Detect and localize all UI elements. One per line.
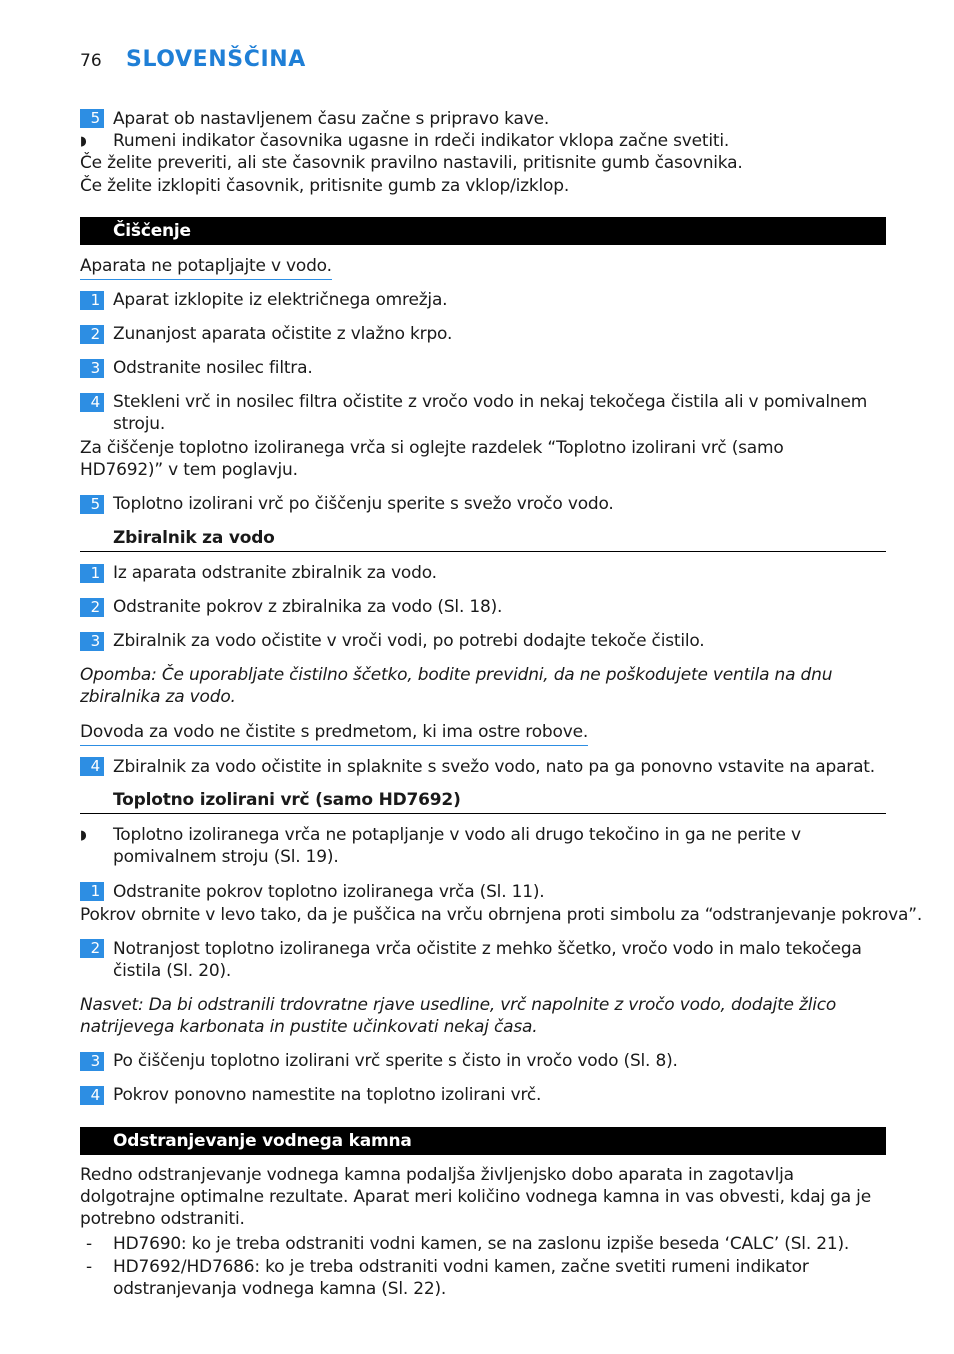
section-heading-descaling: Odstranjevanje vodnega kamna xyxy=(80,1127,886,1155)
step-number: 3 xyxy=(80,632,104,651)
paragraph: Za čiščenje toplotno izoliranega vrča si oglejte razdelek “Toplotno izolirani vrč (samo HD7692)” v tem poglavju. xyxy=(80,438,784,480)
step-number: 1 xyxy=(80,882,104,901)
step-number: 1 xyxy=(80,564,104,583)
paragraph: Pokrov obrnite v levo tako, da je puščica na vrču obrnjena proti simbolu za “odstranjevanje pokrova”. xyxy=(80,905,923,925)
step-number: 2 xyxy=(80,325,104,344)
dash-marker: - xyxy=(86,1234,92,1254)
bullet-text: Rumeni indikator časovnika ugasne in rdeči indikator vklopa začne svetiti. xyxy=(113,131,730,151)
bullet-icon: ◗ xyxy=(80,134,87,149)
step-number: 4 xyxy=(80,393,104,412)
step-number: 1 xyxy=(80,291,104,310)
step-number: 3 xyxy=(80,359,104,378)
tip-text: Nasvet: Da bi odstranili trdovratne rjave usedline, vrč napolnite z vročo vodo, dodajte žlico natrijevega karbonata in pustite učinkovati nekaj časa. xyxy=(80,995,837,1037)
step-text: Aparat ob nastavljenem času začne s pripravo kave. xyxy=(113,109,550,129)
step-number: 5 xyxy=(80,109,104,128)
step-number: 3 xyxy=(80,1052,104,1071)
step-text: Stekleni vrč in nosilec filtra očistite z vročo vodo in nekaj tekočega čistila ali v pomivalnem stroju. xyxy=(113,392,868,434)
step-text: Odstranite pokrov z zbiralnika za vodo (Sl. 18). xyxy=(113,597,503,617)
step-number: 2 xyxy=(80,598,104,617)
step-text: Zbiralnik za vodo očistite v vroči vodi, po potrebi dodajte tekoče čistilo. xyxy=(113,631,705,651)
step-text: Pokrov ponovno namestite na toplotno izolirani vrč. xyxy=(113,1085,542,1105)
subsection-heading-thermo-jug: Toplotno izolirani vrč (samo HD7692) xyxy=(80,789,886,814)
step-text: Toplotno izolirani vrč po čiščenju sperite s svežo vročo vodo. xyxy=(113,494,614,514)
step-number: 4 xyxy=(80,757,104,776)
list-item: HD7692/HD7686: ko je treba odstraniti vodni kamen, začne svetiti rumeni indikator odstranjevanja vodnega kamna (Sl. 22). xyxy=(113,1257,809,1299)
step-text: Aparat izklopite iz električnega omrežja. xyxy=(113,290,448,310)
list-item: HD7690: ko je treba odstraniti vodni kamen, se na zaslonu izpiše beseda ‘CALC’ (Sl. 21). xyxy=(113,1234,850,1254)
subsection-heading-water-tank: Zbiralnik za vodo xyxy=(80,527,886,552)
paragraph: Če želite preveriti, ali ste časovnik pravilno nastavili, pritisnite gumb časovnika. xyxy=(80,153,743,173)
step-text: Zbiralnik za vodo očistite in splaknite s svežo vodo, nato pa ga ponovno vstavite na aparat. xyxy=(113,757,875,777)
bullet-text: Toplotno izoliranega vrča ne potapljanje v vodo ali drugo tekočino in ga ne perite v pomivalnem stroju (Sl. 19). xyxy=(113,825,801,867)
step-text: Iz aparata odstranite zbiralnik za vodo. xyxy=(113,563,437,583)
step-number: 4 xyxy=(80,1086,104,1105)
paragraph: Redno odstranjevanje vodnega kamna podaljša življenjsko dobo aparata in zagotavlja dolgotrajne optimalne rezultate. Aparat meri količino vodnega kamna in vas obvesti, kdaj ga je potrebno odstraniti. xyxy=(80,1165,871,1229)
section-heading-cleaning: Čiščenje xyxy=(80,217,886,245)
note-text: Opomba: Če uporabljate čistilno ščetko, bodite previdni, da ne poškodujete ventila na dnu zbiralnika za vodo. xyxy=(80,665,833,707)
step-text: Odstranite nosilec filtra. xyxy=(113,358,313,378)
page-number: 76 xyxy=(80,51,102,71)
step-number: 5 xyxy=(80,495,104,514)
step-number: 2 xyxy=(80,939,104,958)
bullet-icon: ◗ xyxy=(80,828,87,843)
paragraph: Če želite izklopiti časovnik, pritisnite gumb za vklop/izklop. xyxy=(80,176,570,196)
step-text: Notranjost toplotno izoliranega vrča očistite z mehko ščetko, vročo vodo in malo tekočega čistila (Sl. 20). xyxy=(113,939,862,981)
step-text: Odstranite pokrov toplotno izoliranega vrča (Sl. 11). xyxy=(113,882,545,902)
dash-marker: - xyxy=(86,1257,92,1277)
warning-text: Aparata ne potapljajte v vodo. xyxy=(80,255,332,280)
step-text: Po čiščenju toplotno izolirani vrč sperite s čisto in vročo vodo (Sl. 8). xyxy=(113,1051,678,1071)
warning-text: Dovoda za vodo ne čistite s predmetom, ki ima ostre robove. xyxy=(80,721,588,746)
step-text: Zunanjost aparata očistite z vlažno krpo. xyxy=(113,324,453,344)
language-heading: SLOVENŠČINA xyxy=(126,47,306,72)
